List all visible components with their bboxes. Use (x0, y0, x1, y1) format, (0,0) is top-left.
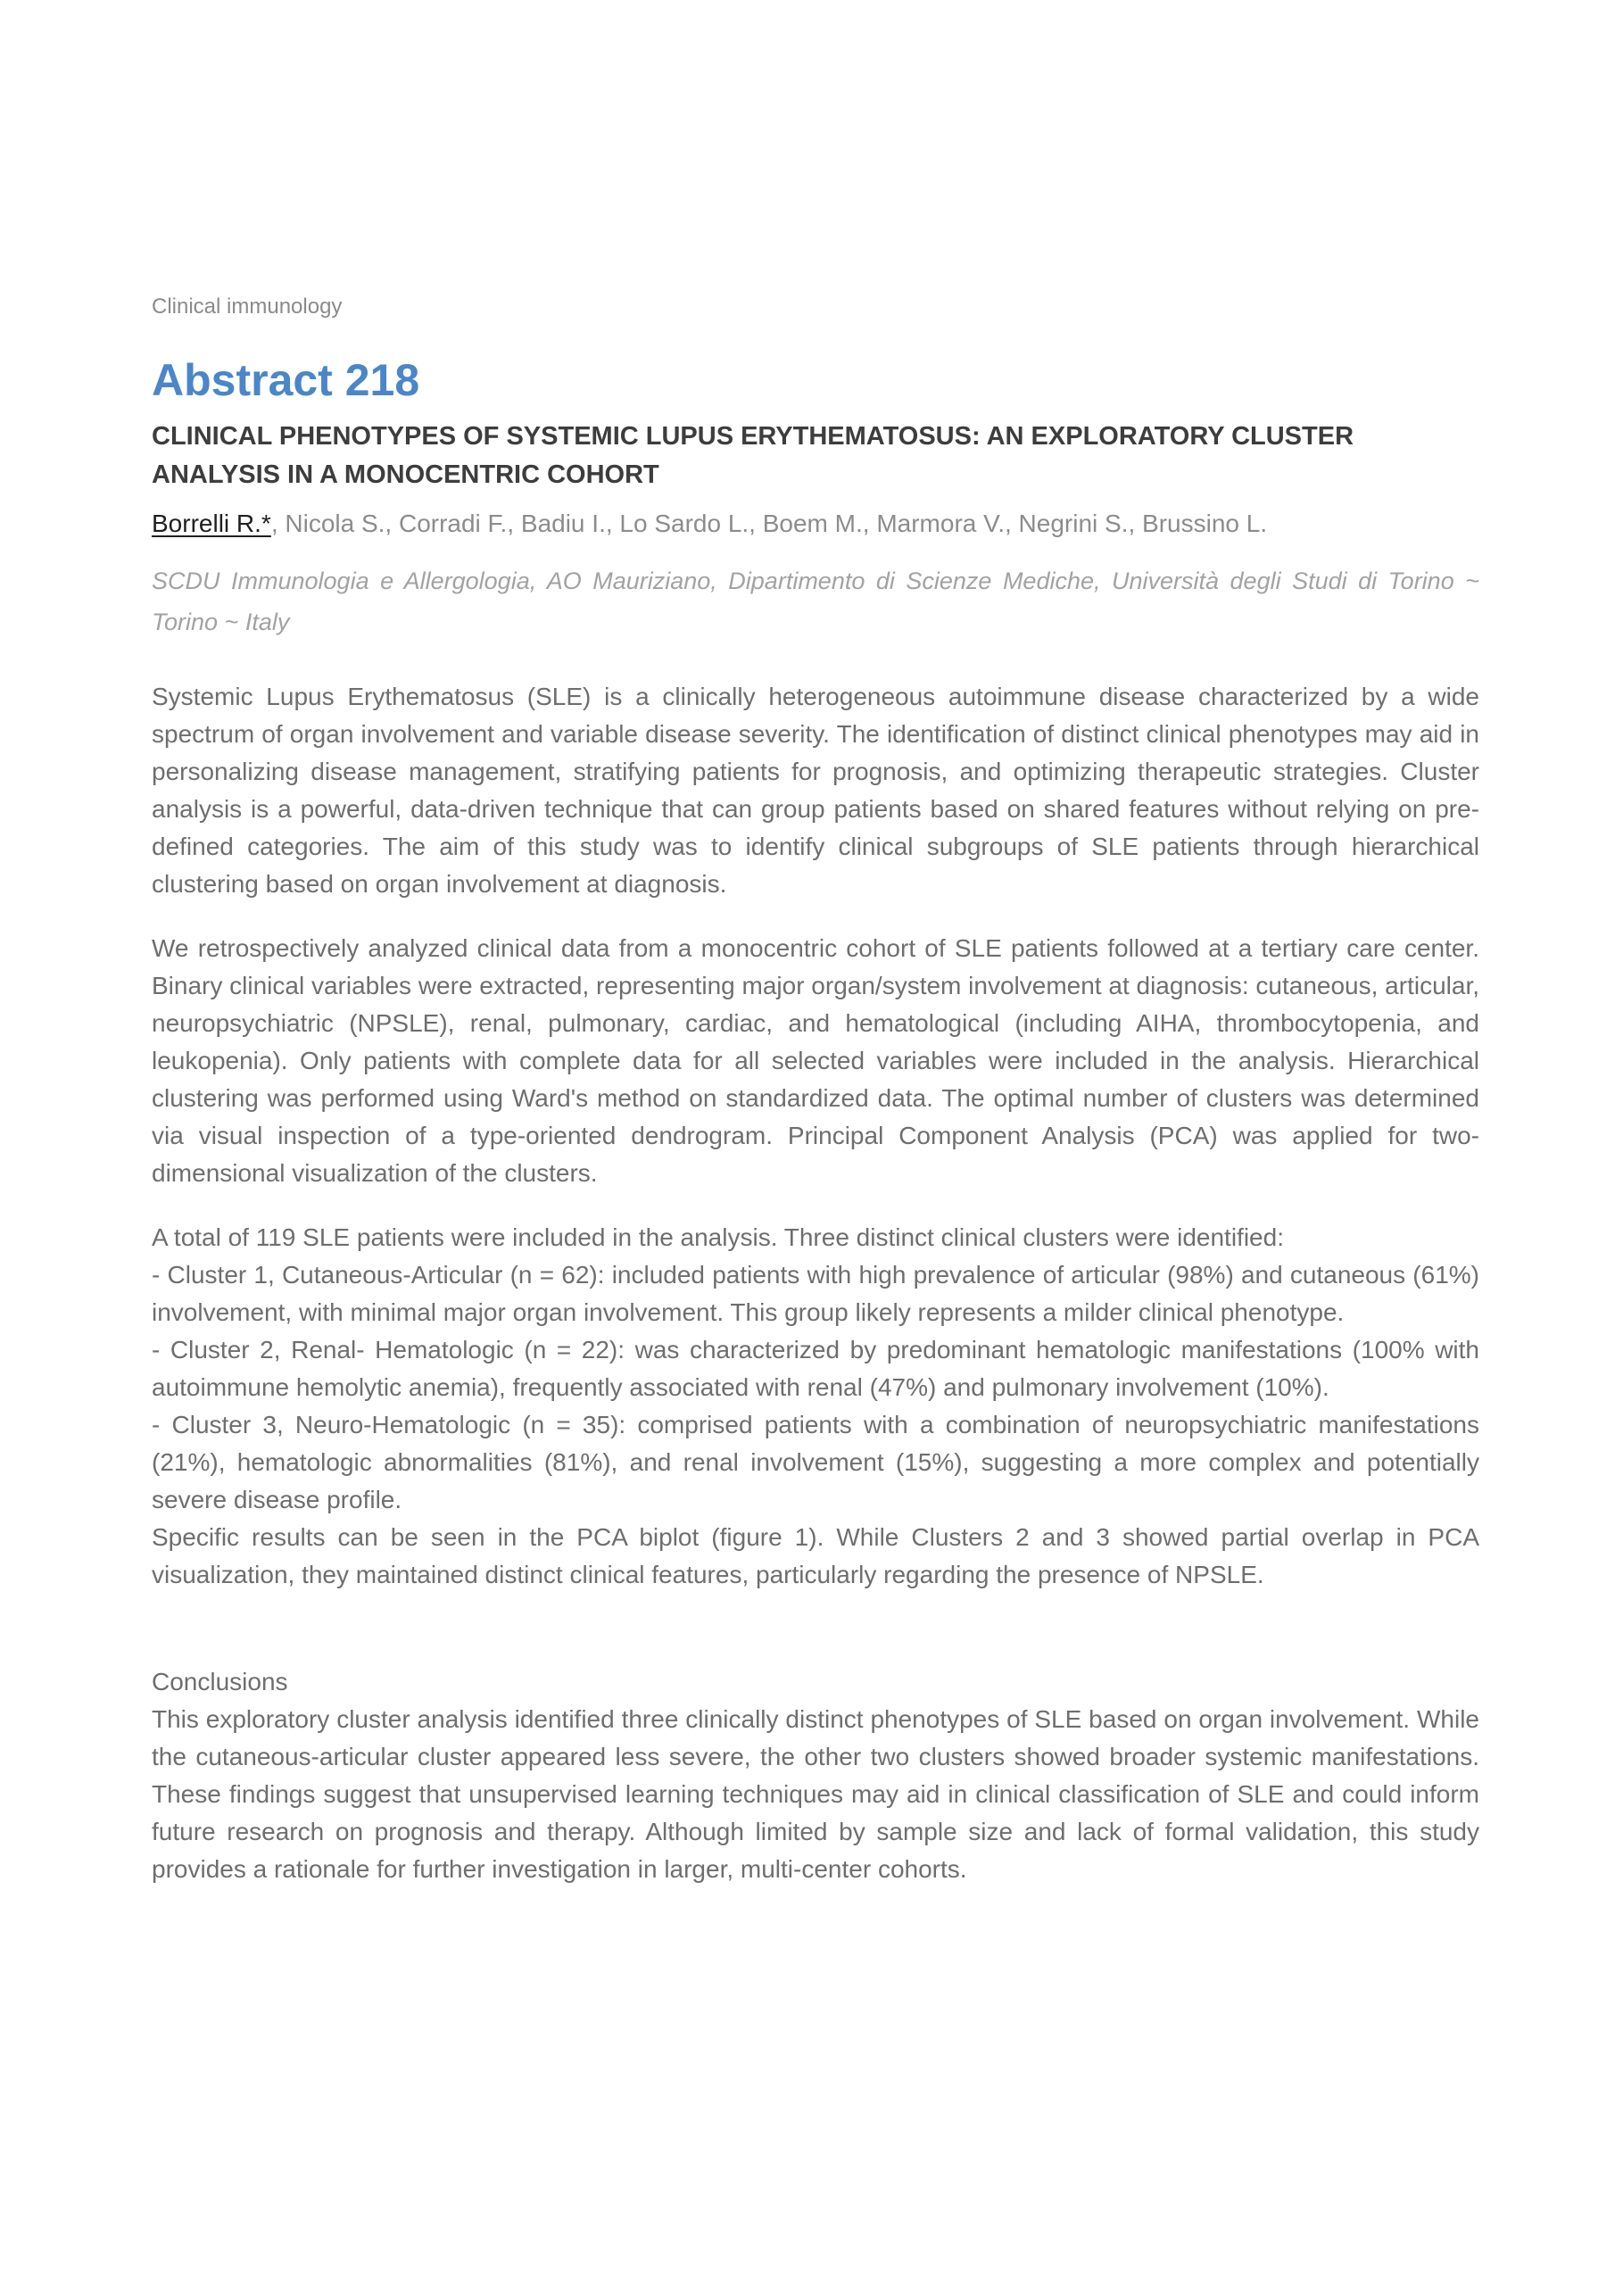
author-list (152, 509, 1479, 539)
abstract-title: CLINICAL PHENOTYPES OF SYSTEMIC LUPUS ERYTHEMATOSUS: AN EXPLORATORY CLUSTER ANALYSIS IN A MONOCENTRIC COHORT (152, 422, 1354, 489)
results-cluster-1: - Cluster 1, Cutaneous-Articular (n = 62): included patients with high prevalence of articular (98%) and cutaneous (61%) involvement, with minimal major organ involvement. This group likely represents a milder clinical phenotype. (152, 1261, 1479, 1326)
conclusions-heading: Conclusions (152, 1668, 288, 1695)
abstract-page (152, 0, 1479, 1888)
first-author: Borrelli R.* (152, 510, 271, 537)
results-pca-note: Specific results can be seen in the PCA biplot (figure 1). While Clusters 2 and 3 showed partial overlap in PCA visualization, they maintained distinct clinical features, particularly regarding the presence of NPSLE. (152, 1523, 1479, 1588)
background-paragraph: Systemic Lupus Erythematosus (SLE) is a clinically heterogeneous autoimmune disease characterized by a wide spectrum of organ involvement and variable disease severity. The identification of distinct clinical phenotypes may aid in personalizing disease management, stratifying patients for prognosis, and optimizing therapeutic strategies. Cluster analysis is a powerful, data-driven technique that can group patients based on shared features without relying on pre-defined categories. The aim of this study was to identify clinical subgroups of SLE patients through hierarchical clustering based on organ involvement at diagnosis. (152, 683, 1479, 898)
affiliation: SCDU Immunologia e Allergologia, AO Mauriziano, Dipartimento di Scienze Mediche, Università degli Studi di Torino ~ Torino ~ Italy (152, 568, 1479, 635)
methods-paragraph: We retrospectively analyzed clinical data from a monocentric cohort of SLE patients followed at a tertiary care center. Binary clinical variables were extracted, representing major organ/system involvement at diagnosis: cutaneous, articular, neuropsychiatric (NPSLE), renal, pulmonary, cardiac, and hematological (including AIHA, thrombocytopenia, and leukopenia). Only patients with complete data for all selected variables were included in the analysis. Hierarchical clustering was performed using Ward's method on standardized data. The optimal number of clusters was determined via visual inspection of a type-oriented dendrogram. Principal Component Analysis (PCA) was applied for two-dimensional visualization of the clusters. (152, 934, 1479, 1187)
results-cluster-2: - Cluster 2, Renal- Hematologic (n = 22): was characterized by predominant hematologic manifestations (100% with autoimmune hemolytic anemia), frequently associated with renal (47%) and pulmonary involvement (10%). (152, 1336, 1479, 1401)
results-paragraph (152, 1219, 1479, 1594)
conclusions-paragraph: This exploratory cluster analysis identified three clinically distinct phenotypes of SLE based on organ involvement. While the cutaneous-articular cluster appeared less severe, the other two clusters showed broader systemic manifestations. These findings suggest that unsupervised learning techniques may aid in clinical classification of SLE and could inform future research on prognosis and therapy. Although limited by sample size and lack of formal validation, this study provides a rationale for further investigation in larger, multi-center cohorts. (152, 1705, 1479, 1883)
results-cluster-3: - Cluster 3, Neuro-Hematologic (n = 35): comprised patients with a combination of neuropsychiatric manifestations (21%), hematologic abnormalities (81%), and renal involvement (15%), suggesting a more complex and potentially severe disease profile. (152, 1411, 1479, 1513)
abstract-number-heading: Abstract 218 (152, 355, 420, 405)
conclusions-section (152, 1663, 1479, 1888)
other-authors: , Nicola S., Corradi F., Badiu I., Lo Sardo L., Boem M., Marmora V., Negrini S., Brussino L. (270, 510, 1268, 537)
results-intro-line: A total of 119 SLE patients were included in the analysis. Three distinct clinical clusters were identified: (152, 1223, 1284, 1251)
category-label: Clinical immunology (152, 294, 343, 319)
